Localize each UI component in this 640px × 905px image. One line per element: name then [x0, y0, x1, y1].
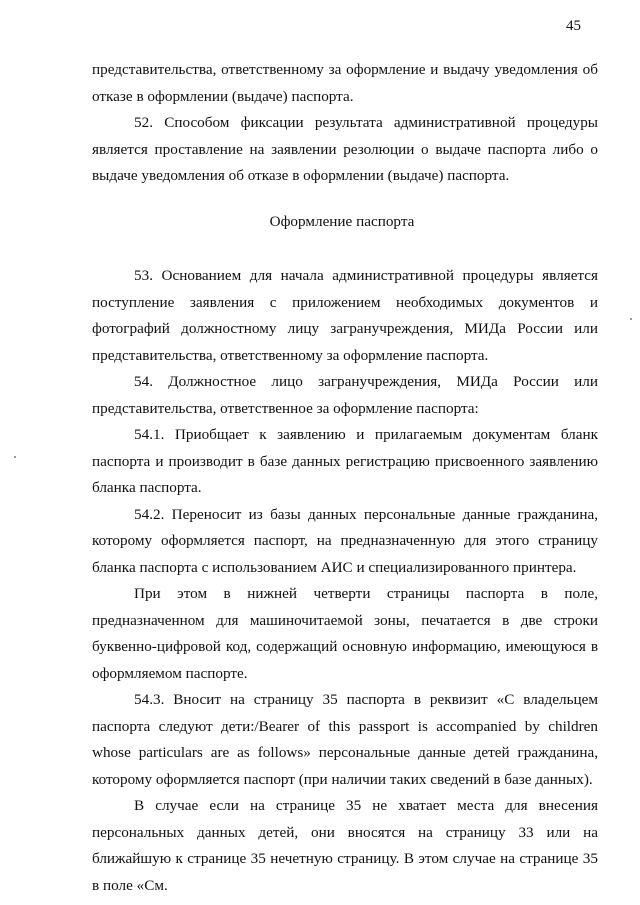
paragraph-52: 52. Способом фиксации результата административной процедуры является проставление на заявлении резолюции о выдаче паспорта либо о выдаче уведомления об отказе в оформлении (выдаче) паспорта. — [92, 114, 598, 184]
paragraph-machine-readable: При этом в нижней четверти страницы паспорта в поле, предназначенном для машиночитаемой зоны, печатается в две строки буквенно-цифровой код, содержащий основную информацию, имеющуюся в оформляемом паспорте. — [92, 585, 598, 682]
section-heading: Оформление паспорта — [269, 213, 415, 230]
scan-speck — [14, 456, 16, 458]
scan-speck — [630, 318, 632, 320]
paragraph-page-35: В случае если на странице 35 не хватает места для внесения персональных данных детей, они вносятся на страницу 33 или на ближайшую к странице 35 нечетную страницу. В этом случае на странице 35 в поле «См. — [92, 797, 598, 894]
page-number: 45 — [566, 18, 581, 34]
paragraph-54: 54. Должностное лицо загранучреждения, МИДа России или представительства, ответственное за оформление паспорта: — [92, 373, 598, 417]
text-block-main — [92, 263, 598, 899]
text-block-top — [92, 57, 598, 190]
paragraph-54-1: 54.1. Приобщает к заявлению и прилагаемым документам бланк паспорта и производит в базе данных регистрацию присвоенного заявлению бланка паспорта. — [92, 426, 598, 496]
paragraph-continuation: представительства, ответственному за оформление и выдачу уведомления об отказе в оформлении (выдаче) паспорта. — [92, 61, 598, 105]
paragraph-54-3: 54.3. Вносит на страницу 35 паспорта в реквизит «С владельцем паспорта следуют дети:/Bearer of this passport is accompanied by children whose particulars are as follows» персональные данные детей гражданина, которому оформляется паспорт (при наличии таких сведений в базе данных). — [92, 691, 598, 788]
paragraph-54-2: 54.2. Переносит из базы данных персональные данные гражданина, которому оформляется паспорт, на предназначенную для этого страницу бланка паспорта с использованием АИС и специализированного принтера. — [92, 505, 598, 576]
paragraph-53: 53. Основанием для начала административной процедуры является поступление заявления с приложением необходимых документов и фотографий должностному лицу загранучреждения, МИДа России или представительства, ответственному за оформление паспорта. — [92, 267, 598, 364]
